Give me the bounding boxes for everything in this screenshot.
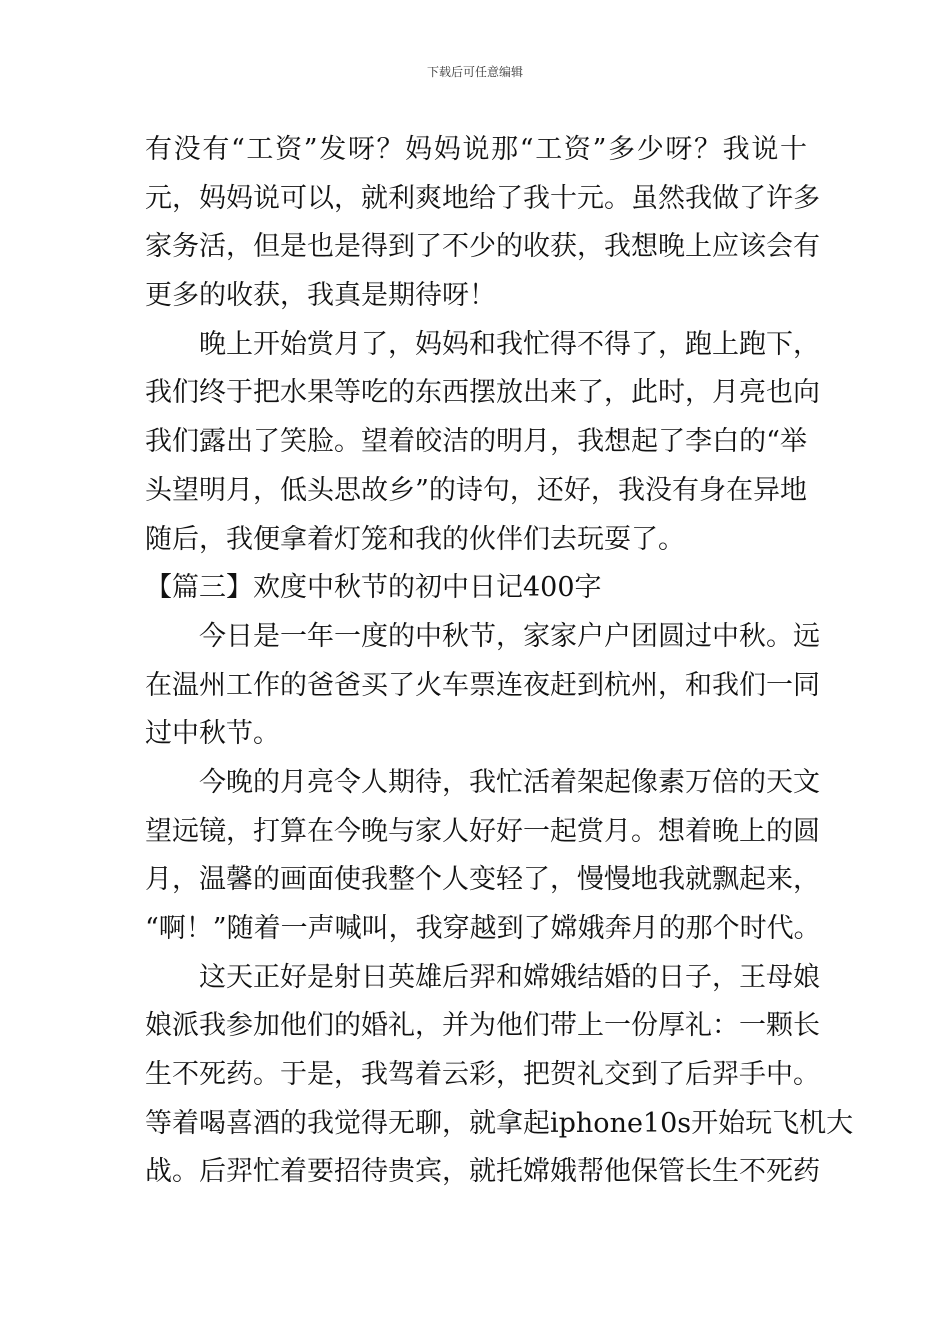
text-line: 望远镜，打算在今晚与家人好好一起赏月。想着晚上的圆 <box>145 815 820 847</box>
text-line: 月，温馨的画面使我整个人变轻了，慢慢地我就飘起来， <box>145 864 820 896</box>
paragraph-first-line: 晚上开始赏月了，妈妈和我忙得不得了，跑上跑下， <box>199 328 820 360</box>
paragraph-first-line: 今晚的月亮令人期待，我忙活着架起像素万倍的天文 <box>199 766 820 798</box>
text-line: 更多的收获，我真是期待呀！ <box>145 280 496 312</box>
text-line: 战。后羿忙着要招待贵宾，就托嫦娥帮他保管长生不死药 <box>145 1156 820 1188</box>
text-line: 有没有“工资”发呀？妈妈说那“工资”多少呀？我说十 <box>145 134 807 165</box>
text-line: 我们露出了笑脸。望着皎洁的明月，我想起了李白的“举 <box>145 426 807 458</box>
page-header-note: 下载后可任意编辑 <box>426 65 523 79</box>
text-line: “啊！”随着一声喊叫，我穿越到了嫦娥奔月的那个时代。 <box>145 913 821 944</box>
paragraph-first-line: 今日是一年一度的中秋节，家家户户团圆过中秋。远 <box>199 620 820 652</box>
text-line: 生不死药。于是，我驾着云彩，把贺礼交到了后羿手中。 <box>145 1059 820 1091</box>
text-line: 家务活，但是也是得到了不少的收获，我想晚上应该会有 <box>145 231 820 263</box>
text-line: 在温州工作的爸爸买了火车票连夜赶到杭州，和我们一同 <box>145 669 820 701</box>
document-body <box>145 126 854 1197</box>
paragraph-first-line: 这天正好是射日英雄后羿和嫦娥结婚的日子，王母娘 <box>199 961 820 993</box>
text-line: 等着喝喜酒的我觉得无聊，就拿起iphone10s开始玩飞机大 <box>145 1107 854 1139</box>
text-line: 头望明月，低头思故乡”的诗句，还好，我没有身在异地 <box>145 474 807 506</box>
text-line: 元，妈妈说可以，就利爽地给了我十元。虽然我做了许多 <box>145 182 820 214</box>
text-line: 娘派我参加他们的婚礼，并为他们带上一份厚礼：一颗长 <box>145 1010 820 1042</box>
text-line: 过中秋节。 <box>145 718 280 750</box>
section-heading: 【篇三】欢度中秋节的初中日记400字 <box>145 572 602 604</box>
text-line: 随后，我便拿着灯笼和我的伙伴们去玩耍了。 <box>145 523 685 555</box>
text-line: 我们终于把水果等吃的东西摆放出来了，此时，月亮也向 <box>145 377 820 409</box>
